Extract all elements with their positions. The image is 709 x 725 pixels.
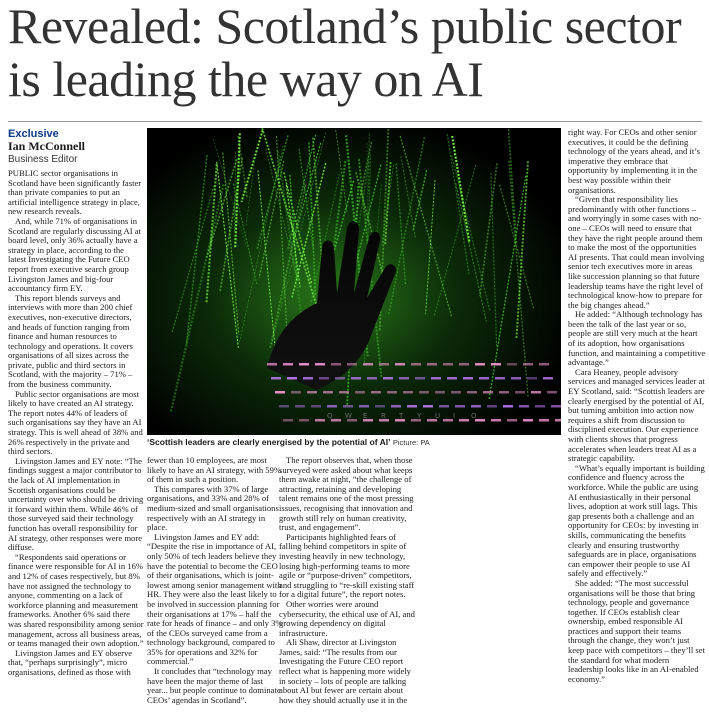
key-light: [447, 377, 457, 380]
key-light: [515, 391, 525, 394]
paragraph: “Respondents said operations or finance were responsible for AI in 16% and 12% of cases respectively, but 8% have not assigned the technology to anyone, commenting on a lack of workforce planning and measurement frameworks. Another 6% said there was shared responsibility among senior management, across all business areas, or teams managed their own adoption.”: [8, 551, 144, 649]
key-light: [355, 391, 365, 394]
key-light: [479, 377, 489, 380]
headline-rule: [8, 121, 702, 122]
key-light: [395, 363, 405, 366]
key-light: [539, 419, 549, 422]
paragraph: Livingston James and EY observe that, “perhaps surprisingly”, micro organisations, defined as those with: [8, 647, 133, 677]
key-light: [495, 377, 505, 380]
key-label: U: [435, 412, 441, 420]
key-light: [323, 391, 333, 394]
key-label: E: [363, 412, 368, 420]
key-light: [287, 377, 297, 380]
key-light: [411, 363, 421, 366]
paragraph: Participants highlighted fears of falling behind competitors in spite of investing heavily in new technology, losing high-performing teams to more agile or “purpose-driven” competitors, and struggling to “re-skill existing staff for a digital future”, the report notes.: [279, 531, 415, 600]
paragraph: Other worries were around cybersecurity, the ethical use of AI, and growing dependency on digital infrastructure.: [279, 598, 415, 638]
key-light: [371, 391, 381, 394]
key-light: [363, 363, 373, 366]
key-light: [459, 363, 469, 366]
key-light: [347, 363, 357, 366]
paragraph: The report observes that, when those surveyed were asked about what keeps them awake at night, “the challenge of attracting, retaining and developing talent remains one of the most pressing issues, recognising that innovation and growth still rely on human creativity, trust, and engagement”.: [279, 456, 414, 533]
author-name: Ian McConnell: [8, 139, 86, 153]
headline: Revealed: Scotland’s public sector is leading the way on AI: [8, 0, 682, 107]
key-light: [539, 363, 549, 366]
key-label: T: [399, 412, 404, 420]
key-label: W: [345, 412, 352, 420]
key-label: I: [453, 412, 456, 420]
key-light: [331, 363, 341, 366]
paragraph: Public sector organisations are most likely to have created an AI strategy. The report notes 44% of leaders of such organisations say they have an AI strategy. This is well ahead of 38% and 26% respectively in the private and third sectors.: [8, 388, 143, 457]
article-column-3: [279, 456, 415, 724]
key-light: [295, 405, 305, 408]
key-light: [443, 363, 453, 366]
key-light: [291, 391, 301, 394]
article-photo: [147, 128, 561, 435]
paragraph: fewer than 10 employees, are most likely to have an AI strategy, with 59% of them in such a position.: [147, 456, 282, 485]
key-light: [343, 405, 353, 408]
paragraph: He added: “Although technology has been the talk of the last year or so, people are still very much at the heart of its adoption, how organisations function, and maintaining a competitive advantage.”: [568, 309, 706, 368]
key-light: [283, 419, 293, 422]
paragraph: Livingston James and EY add: “Despite the rise in importance of AI, only 50% of tech leaders believe they have the potential to become the CEO of their organisations, which is joint-lowest among senior management with HR. They were also the least likely to be involved in succession planning for their organisations at 17% – half the rate for heads of finance – and only 3% of the CEOs surveyed came from a technology background, compared to 35% for operations and 32% for commercial.”: [147, 531, 283, 667]
key-light: [463, 377, 473, 380]
keyboard-letters: [327, 412, 477, 420]
key-light: [551, 405, 561, 408]
key-light: [383, 377, 393, 380]
paragraph: And, while 71% of organisations in Scotland are regularly discussing AI at board level, only 36% actually have a strategy in place, according to the latest Investigating the Future CEO report from executive search group Livingston James and big-four accountancy firm EY.: [8, 215, 141, 294]
key-light: [375, 405, 385, 408]
author-role: Business Editor: [8, 154, 78, 165]
key-light: [507, 363, 517, 366]
paragraph: Ali Shaw, director at Livingston James, said: “The results from our Investigating the Future CEO report reflect what is happening more widely in society – lots of people are talking about AI but fewer are certain about how they should actually use it in the: [279, 637, 411, 705]
key-light: [327, 405, 337, 408]
key-light: [311, 405, 321, 408]
paragraph: “What’s equally important is building confidence and fluency across the workforce. While the public are using AI enthusiastically in their personal lives, adoption at work still lags. This gap presents both a challenge and an opportunity for CEOs: by investing in skills, communicating the benefits clearly and ensuring trustworthy safeguards are in place, organisations can empower their people to use AI safely and effectively.”: [568, 462, 705, 579]
article-column-4: [568, 128, 706, 725]
key-light: [543, 377, 553, 380]
paragraph: It concludes that “technology may have been the major theme of last year... but people continue to dominate CEOs’ agendas in Scotland”.: [147, 666, 281, 705]
key-light: [555, 419, 561, 422]
key-light: [319, 377, 329, 380]
key-light: [519, 405, 529, 408]
key-light: [523, 419, 533, 422]
key-light: [299, 419, 309, 422]
key-light: [511, 377, 521, 380]
key-light: [439, 405, 449, 408]
key-light: [379, 363, 389, 366]
key-light: [391, 405, 401, 408]
key-light: [455, 405, 465, 408]
key-light: [419, 391, 429, 394]
key-light: [335, 377, 345, 380]
key-light: [547, 391, 557, 394]
key-light: [283, 363, 293, 366]
photo-caption: [147, 436, 561, 450]
key-light: [471, 405, 481, 408]
key-light: [491, 363, 501, 366]
key-light: [339, 391, 349, 394]
key-light: [403, 391, 413, 394]
key-light: [351, 377, 361, 380]
key-label: Y: [417, 412, 422, 420]
paragraph: “Given that responsibility lies predominantly with other functions – and worryingly in some cases with no-one – CEOs will need to ensure that they have the right people around them to make the most of the opportunities AI presents. That could mean involving senior tech executives more in areas like succession planning so that future leadership teams have the right level of technological know-how to prepare for the big changes ahead.”: [568, 194, 705, 310]
key-light: [483, 391, 493, 394]
key-light: [459, 419, 469, 422]
caption-text: ‘Scottish leaders are clearly energised by the potential of AI’: [147, 437, 391, 447]
key-light: [307, 391, 317, 394]
key-light: [279, 405, 289, 408]
key-light: [267, 363, 277, 366]
key-light: [271, 377, 281, 380]
key-light: [507, 419, 517, 422]
key-light: [275, 391, 285, 394]
key-light: [407, 405, 417, 408]
caption-credit: Picture: PA: [392, 438, 430, 447]
key-light: [523, 363, 533, 366]
key-light: [315, 419, 325, 422]
key-light: [315, 363, 325, 366]
key-label: Q: [327, 412, 333, 420]
article-column-1: [8, 128, 144, 725]
key-light: [399, 377, 409, 380]
key-light: [423, 405, 433, 408]
key-light: [415, 377, 425, 380]
key-light: [367, 377, 377, 380]
paragraph: Livingston James and EY note: “The findings suggest a major contributor to the lack of AI implementation in Scottish organisations could be uncertainty over who should be driving it forward within them. While 46% of those surveyed said their technology function has overall responsibility for AI strategy, other responses were more diffuse.: [8, 455, 144, 553]
key-light: [487, 405, 497, 408]
key-label: O: [471, 412, 477, 420]
paragraph: Cara Heaney, people advisory services and managed services leader at EY Scotland, said: “Scottish leaders are clearly energised by the potential of AI, but turning ambition into action now requires a shift from discussion to disciplined execution. Our experience with clients shows that progress accelerates when leaders treat AI as a strategic capability.: [568, 366, 705, 464]
paragraph: right way. For CEOs and other senior executives, it could be the defining technology of the years ahead, and it’s imperative they embrace that opportunity by implementing it in the best way possible within their organisations.: [568, 128, 700, 195]
key-light: [535, 405, 545, 408]
key-light: [467, 391, 477, 394]
key-light: [387, 391, 397, 394]
key-light: [431, 377, 441, 380]
key-light: [299, 363, 309, 366]
key-light: [491, 419, 501, 422]
key-light: [451, 391, 461, 394]
key-light: [503, 405, 513, 408]
key-light: [527, 377, 537, 380]
key-light: [303, 377, 313, 380]
key-light: [435, 391, 445, 394]
key-light: [499, 391, 509, 394]
key-light: [531, 391, 541, 394]
paragraph: This report blends surveys and interviews with more than 200 chief executives, non-executive directors, and heads of function ranging from finance and human resources to technology and operations. It covers organisations of all sizes across the private, public and third sectors in Scotland, with the majority – 71% – from the business community.: [8, 292, 133, 390]
key-light: [443, 419, 453, 422]
key-light: [359, 405, 369, 408]
paragraph: This compares with 37% of large organisations, and 33% and 28% of medium-sized and small organisations respectively with an AI strategy in place.: [147, 483, 279, 533]
article-column-2: [147, 456, 283, 724]
paragraph: She added: “The most successful organisations will be those that bring technology, people and governance together. If CEOs establish clear ownership, embed responsible AI practices and support their teams through the change, they won’t just keep pace with competitors – they’ll set the standard for what modern leadership looks like in an AI-enabled economy.”: [568, 577, 705, 684]
key-label: R: [381, 412, 386, 420]
key-light: [475, 363, 485, 366]
paragraph: PUBLIC sector organisations in Scotland have been significantly faster than private companies to put an artificial intelligence strategy in place, new research reveals.: [8, 168, 142, 217]
matrix-hand-image: [147, 128, 561, 435]
key-light: [427, 363, 437, 366]
kicker-label: Exclusive: [8, 128, 59, 140]
